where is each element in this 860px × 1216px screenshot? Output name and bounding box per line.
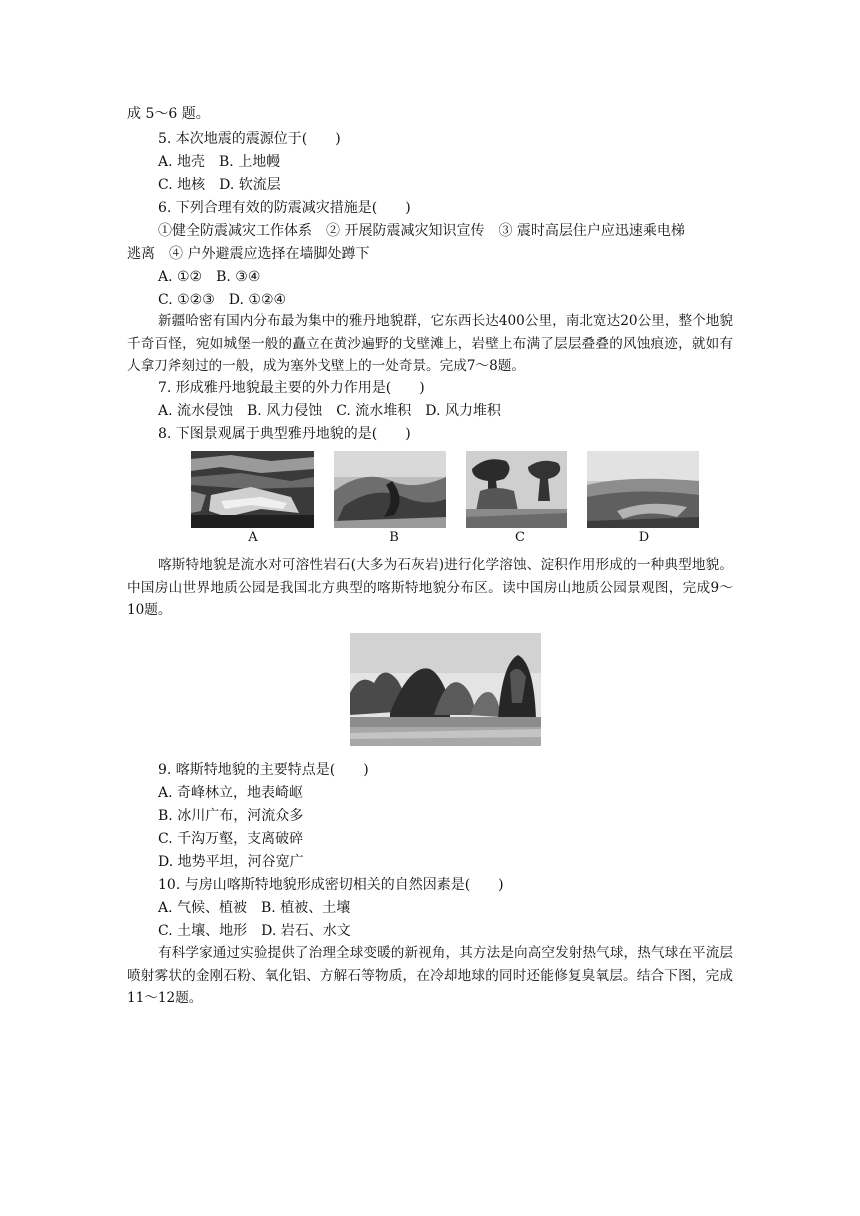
question-5-options-ab: A. 地壳 B. 上地幔 [158, 154, 281, 170]
question-5: 5. 本次地震的震源位于( ) [158, 131, 341, 147]
question-9: 9. 喀斯特地貌的主要特点是( ) [158, 762, 369, 778]
question-10: 10. 与房山喀斯特地貌形成密切相关的自然因素是( ) [158, 877, 504, 893]
photo-karst-landscape [350, 633, 541, 746]
figure-label-a: A [248, 530, 258, 545]
photo-d-desert [587, 451, 699, 528]
photo-a-layered-rock [191, 451, 314, 528]
question-8: 8. 下图景观属于典型雅丹地貌的是( ) [158, 426, 411, 442]
question-6: 6. 下列合理有效的防震减灾措施是( ) [158, 200, 411, 216]
question-6-statements-1: ①健全防震减灾工作体系 ② 开展防震减灾知识宣传 ③ 震时高层住户应迅速乘电梯 [158, 223, 685, 239]
question-9-option-b: B. 冰川广布，河流众多 [158, 808, 304, 824]
balloon-passage: 有科学家通过实验提供了治理全球变暖的新视角，其方法是向高空发射热气球，热气球在平流层喷射雾状的金刚石粉、氧化铝、方解石等物质，在冷却地球的同时还能修复臭氧层。结合下图，完成11～12题。 [127, 945, 733, 1006]
question-7: 7. 形成雅丹地貌最主要的外力作用是( ) [158, 380, 425, 396]
question-9-option-d: D. 地势平坦，河谷宽广 [158, 854, 304, 870]
karst-passage: 喀斯特地貌是流水对可溶性岩石(大多为石灰岩)进行化学溶蚀、淀积作用形成的一种典型地貌。中国房山世界地质公园是我国北方典型的喀斯特地貌分布区。读中国房山地质公园景观图，完成9～10题。 [127, 557, 733, 618]
question-9-option-a: A. 奇峰林立，地表崎岖 [158, 785, 304, 801]
question-6-options-ab: A. ①② B. ③④ [158, 269, 261, 285]
question-10-options-cd: C. 土壤、地形 D. 岩石、水文 [158, 923, 351, 939]
photo-c-mushroom-rock [466, 451, 567, 528]
figure-label-b: B [389, 530, 399, 545]
continued-line: 成 5～6 题。 [127, 106, 210, 122]
figure-label-c: C [515, 530, 525, 545]
question-7-options: A. 流水侵蚀 B. 风力侵蚀 C. 流水堆积 D. 风力堆积 [158, 403, 501, 419]
question-9-option-c: C. 千沟万壑，支离破碎 [158, 831, 304, 847]
question-10-options-ab: A. 气候、植被 B. 植被、土壤 [158, 900, 351, 916]
question-5-options-cd: C. 地核 D. 软流层 [158, 177, 281, 193]
question-6-statements-2: 逃离 ④ 户外避震应选择在墙脚处蹲下 [127, 246, 370, 262]
photo-b-dunes [334, 451, 446, 528]
figure-label-d: D [638, 530, 650, 545]
question-6-options-cd: C. ①②③ D. ①②④ [158, 292, 287, 308]
yardang-passage: 新疆哈密有国内分布最为集中的雅丹地貌群，它东西长达400公里，南北宽达20公里，整个地貌千奇百怪，宛如城堡一般的矗立在黄沙遍野的戈壁滩上，岩壁上布满了层层叠叠的风蚀痕迹，就如有人拿刀斧刻过的一般，成为塞外戈壁上的一处奇景。完成7～8题。 [127, 313, 733, 374]
